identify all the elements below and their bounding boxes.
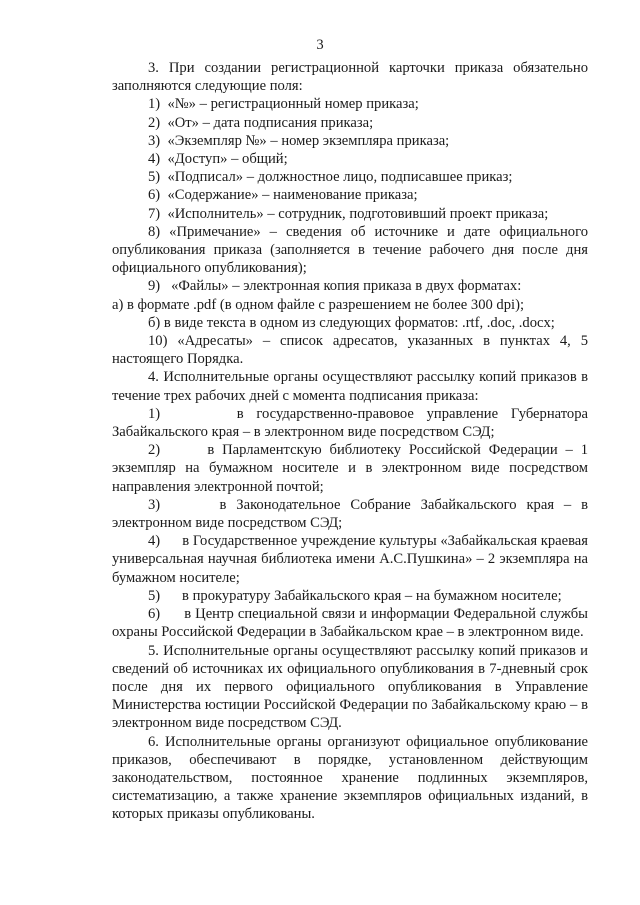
section-6: 6. Исполнительные органы организуют официальное опубликование приказов, обеспечивают в порядке, установленном действующим законодательством, постоянное хранение подлинных экземпляров, систематизацию, а также хранение экземпляров официальных изданий, в которых приказы опубликованы. <box>112 733 588 823</box>
section-3-item-6: 6) «Содержание» – наименование приказа; <box>148 187 418 204</box>
document-body <box>112 59 588 824</box>
section-4-item-5: 5) в прокуратуру Забайкальского края – на бумажном носителе; <box>148 587 562 604</box>
section-4-item-4: 4) в Государственное учреждение культуры «Забайкальская краевая универсальная научная библиотека имени А.С.Пушкина» – 2 экземпляра на бумажном носителе; <box>112 533 588 586</box>
section-4-intro: 4. Исполнительные органы осуществляют рассылку копий приказов в течение трех рабочих дней с момента подписания приказа: <box>112 369 588 404</box>
section-3-item-10: 10) «Адресаты» – список адресатов, указанных в пунктах 4, 5 настоящего Порядка. <box>112 333 588 368</box>
page-number: 3 <box>316 37 324 53</box>
section-3-item-8: 8) «Примечание» – сведения об источнике и дате официального опубликования приказа (заполняется в течение рабочего дня после дня официального опубликования); <box>112 223 588 277</box>
section-4-item-3: 3) в Законодательное Собрание Забайкальского края – в электронном виде посредством СЭД; <box>112 496 588 532</box>
section-3-item-9b: б) в виде текста в одном из следующих форматов: .rtf, .doc, .docx; <box>148 314 555 331</box>
section-4-item-6: 6) в Центр специальной связи и информации Федеральной службы охраны Российской Федерации в Забайкальском крае – в электронном виде. <box>112 606 588 641</box>
section-3-item-2: 2) «От» – дата подписания приказа; <box>148 114 374 131</box>
section-3-item-9: 9) «Файлы» – электронная копия приказа в двух форматах: <box>148 278 522 295</box>
section-3-item-4: 4) «Доступ» – общий; <box>148 151 288 168</box>
section-3-item-9a: а) в формате .pdf (в одном файле с разрешением не более 300 dpi); <box>112 296 524 313</box>
section-3-intro: 3. При создании регистрационной карточки приказа обязательно заполняются следующие поля: <box>112 60 588 95</box>
section-4-item-2: 2) в Парламентскую библиотеку Российской Федерации – 1 экземпляр на бумажном носителе и в электронном виде посредством направления электронной почтой; <box>112 442 588 495</box>
section-4-item-1: 1) в государственно-правовое управление Губернатора Забайкальского края – в электронном виде посредством СЭД; <box>112 405 588 441</box>
section-3-item-7: 7) «Исполнитель» – сотрудник, подготовивший проект приказа; <box>148 205 549 222</box>
section-5: 5. Исполнительные органы осуществляют рассылку копий приказов и сведений об источниках их официального опубликования в 7-дневный срок после дня их первого официального опубликования в Управление Министерства юстиции Российской Федерации по Забайкальскому краю – в электронном виде посредством СЭД. <box>112 642 588 732</box>
section-3-item-1: 1) «№» – регистрационный номер приказа; <box>148 96 419 113</box>
section-3-item-5: 5) «Подписал» – должностное лицо, подписавшее приказ; <box>148 169 513 186</box>
section-3-item-3: 3) «Экземпляр №» – номер экземпляра приказа; <box>148 132 450 149</box>
